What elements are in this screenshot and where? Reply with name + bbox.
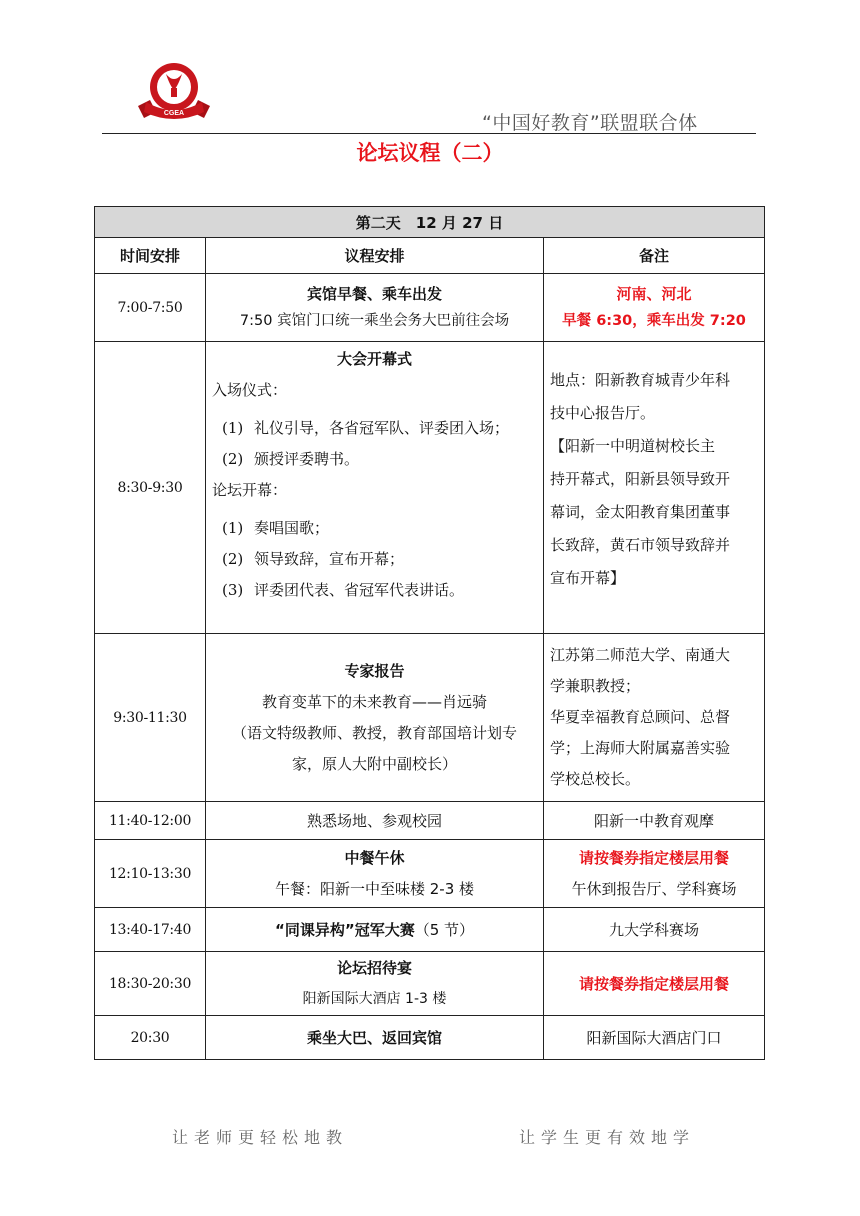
column-header-time: 时间安排 <box>95 238 206 274</box>
agenda-cell: 乘坐大巴、返回宾馆 <box>206 1016 544 1060</box>
time-cell: 7:00-7:50 <box>95 274 206 342</box>
remark-line: 长致辞，黄石市领导致辞并 <box>550 536 731 554</box>
table-row <box>95 908 765 952</box>
table-row <box>95 634 765 802</box>
remark-line: 华夏幸福教育总顾问、总督 <box>550 708 731 726</box>
time-cell: 8:30-9:30 <box>95 342 206 634</box>
agenda-cell <box>206 342 544 634</box>
day-label: 第二天 12 月 27 日 <box>95 207 765 238</box>
remark-cell <box>544 274 765 342</box>
remark-cell: 九大学科赛场 <box>544 908 765 952</box>
header-row <box>95 238 765 274</box>
column-header-remark: 备注 <box>544 238 765 274</box>
agenda-list-item: (1) 礼仪引导，各省冠军队、评委团入场； <box>222 419 510 437</box>
remark-line: 持开幕式，阳新县领导致开 <box>550 470 731 488</box>
page-title: 论坛议程（二） <box>356 141 504 165</box>
remark-cell: 请按餐券指定楼层用餐 <box>544 952 765 1016</box>
agenda-table <box>94 206 765 1060</box>
day-row <box>95 207 765 238</box>
remark-cell <box>544 634 765 802</box>
svg-text:CGEA: CGEA <box>163 110 185 117</box>
agenda-title: 专家报告 <box>344 661 405 680</box>
agenda-detail: 午餐：阳新一中至味楼 2-3 楼 <box>274 879 475 898</box>
agenda-detail: 教育变革下的未来教育——肖远骑 <box>261 692 487 711</box>
table-row <box>95 840 765 908</box>
agenda-cell <box>206 952 544 1016</box>
remark-line: 早餐 6:30，乘车出发 7:20 <box>562 312 746 329</box>
agenda-cell: 熟悉场地、参观校园 <box>206 802 544 840</box>
remark-line: 午休到报告厅、学科赛场 <box>571 879 737 898</box>
agenda-list-item: (2) 领导致辞，宣布开幕； <box>222 550 405 568</box>
agenda-detail: 家，原人大附中副校长） <box>291 754 457 773</box>
table-row <box>95 274 765 342</box>
time-cell: 9:30-11:30 <box>95 634 206 802</box>
table-row <box>95 802 765 840</box>
remark-line: 宣布开幕】 <box>550 569 626 587</box>
time-cell: 13:40-17:40 <box>95 908 206 952</box>
remark-line: 请按餐券指定楼层用餐 <box>579 848 730 867</box>
agenda-title: “同课异构”冠军大赛 <box>274 921 415 939</box>
time-cell: 11:40-12:00 <box>95 802 206 840</box>
table-row <box>95 952 765 1016</box>
agenda-title: 大会开幕式 <box>336 350 412 368</box>
remark-line: 【阳新一中明道树校长主 <box>550 437 716 455</box>
remark-line: 地点：阳新教育城青少年科 <box>550 371 731 389</box>
agenda-cell <box>206 634 544 802</box>
time-cell: 20:30 <box>95 1016 206 1060</box>
agenda-section: 入场仪式： <box>212 381 288 399</box>
agenda-cell <box>206 908 544 952</box>
remark-line: 学；上海师大附属嘉善实验 <box>550 739 731 757</box>
agenda-list-item: (3) 评委团代表、省冠军代表讲话。 <box>222 581 465 599</box>
agenda-detail: 7:50 宾馆门口统一乘坐会务大巴前往会场 <box>239 312 510 329</box>
remark-line: 学兼职教授； <box>550 677 641 695</box>
agenda-cell <box>206 274 544 342</box>
footer-slogan-left: 让老师更轻松地教 <box>172 1128 349 1147</box>
organization-name: “中国好教育”联盟联合体 <box>482 112 698 134</box>
agenda-title: 论坛招待宴 <box>336 958 412 977</box>
agenda-title: 中餐午休 <box>344 848 405 867</box>
time-cell: 12:10-13:30 <box>95 840 206 908</box>
agenda-list-item: (1) 奏唱国歌； <box>222 519 330 537</box>
time-cell: 18:30-20:30 <box>95 952 206 1016</box>
footer-slogan-right: 让学生更有效地学 <box>519 1128 696 1147</box>
remark-line: 学校总校长。 <box>550 770 641 788</box>
agenda-detail: 阳新国际大酒店 1-3 楼 <box>302 990 447 1007</box>
agenda-list-item: (2) 颁授评委聘书。 <box>222 450 360 468</box>
column-header-agenda: 议程安排 <box>206 238 544 274</box>
remark-cell: 阳新国际大酒店门口 <box>544 1016 765 1060</box>
table-row <box>95 1016 765 1060</box>
remark-line: 河南、河北 <box>616 284 692 303</box>
table-row <box>95 342 765 634</box>
header-rule <box>102 133 756 134</box>
agenda-section: 论坛开幕： <box>212 481 288 499</box>
remark-line: 江苏第二师范大学、南通大 <box>550 646 731 664</box>
remark-cell <box>544 342 765 634</box>
remark-cell <box>544 840 765 908</box>
agenda-detail: （语文特级教师、教授，教育部国培计划专 <box>231 723 517 742</box>
agenda-title: 宾馆早餐、乘车出发 <box>306 284 442 303</box>
remark-line: 幕词，金太阳教育集团董事 <box>550 503 731 521</box>
cgea-logo <box>134 60 214 124</box>
remark-cell: 阳新一中教育观摩 <box>544 802 765 840</box>
remark-line: 技中心报告厅。 <box>550 404 656 422</box>
agenda-cell <box>206 840 544 908</box>
agenda-detail: （5 节） <box>414 921 475 939</box>
